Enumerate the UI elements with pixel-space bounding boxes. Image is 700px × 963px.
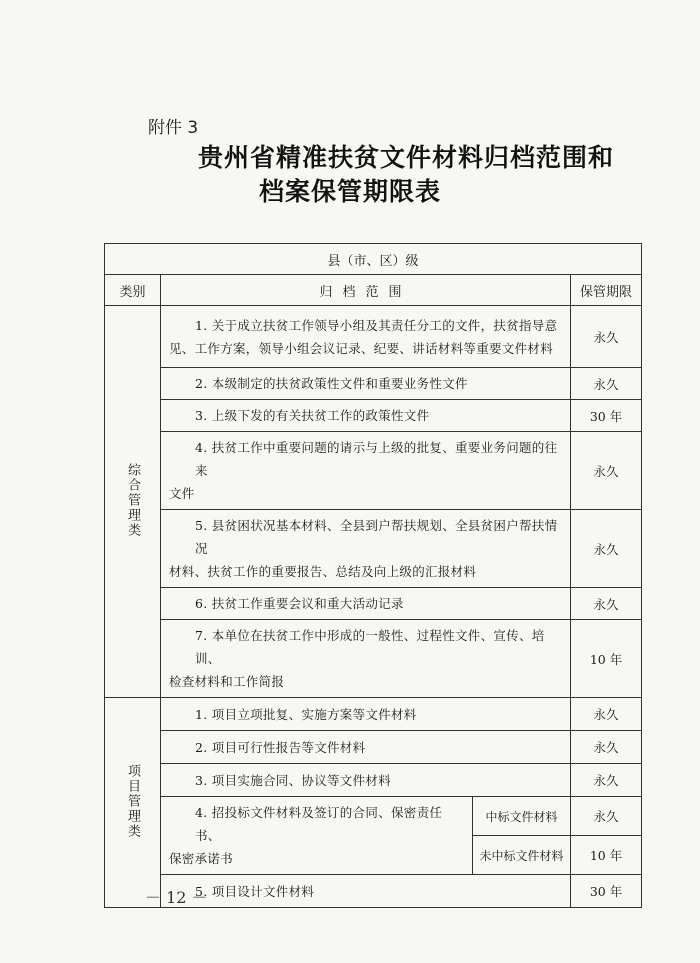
scope-text-cont: 检查材料和工作简报 xyxy=(169,674,285,689)
scope-cell xyxy=(161,368,571,400)
period-cell: 10 年 xyxy=(571,836,642,875)
scope-text-cont: 材料、扶贫工作的重要报告、总结及向上级的汇报材料 xyxy=(169,564,477,579)
scope-cell xyxy=(161,400,571,432)
page-number: － 12 － xyxy=(145,888,208,907)
scope-text: 1. 项目立项批复、实施方案等文件材料 xyxy=(195,706,417,722)
period-cell: 永久 xyxy=(571,698,642,731)
document-title-line1: 贵州省精准扶贫文件材料归档范围和 xyxy=(197,143,614,172)
scope-text: 3. 上级下发的有关扶贫工作的政策性文件 xyxy=(195,408,430,423)
period-cell: 永久 xyxy=(571,510,642,588)
table-row xyxy=(105,510,642,588)
table-row xyxy=(105,698,642,731)
scope-text-cont: 保密承诺书 xyxy=(169,851,234,866)
period-cell: 30 年 xyxy=(571,875,642,908)
period-cell: 永久 xyxy=(571,588,642,620)
period-header: 保管期限 xyxy=(571,275,642,306)
table-row xyxy=(105,400,642,432)
table-row xyxy=(105,764,642,797)
category-cell xyxy=(105,306,161,698)
scope-cell xyxy=(161,875,571,908)
table-row xyxy=(105,620,642,698)
scope-cell xyxy=(161,797,473,875)
scope-text: 2. 项目可行性报告等文件材料 xyxy=(195,739,366,755)
period-cell: 永久 xyxy=(571,797,642,836)
table-row xyxy=(105,432,642,510)
archive-table xyxy=(104,243,642,908)
scope-cell xyxy=(161,588,571,620)
scope-cell xyxy=(161,306,571,368)
table-row xyxy=(105,797,642,836)
category-label: 项目管理类 xyxy=(125,763,140,839)
scope-text: 5. 项目设计文件材料 xyxy=(195,883,315,899)
table-row xyxy=(105,731,642,764)
level-header: 县（市、区）级 xyxy=(105,244,642,275)
document-title-line2: 档案保管期限表 xyxy=(258,177,441,206)
category-cell xyxy=(105,698,161,908)
scope-text: 4. 招投标文件材料及签订的合同、保密责任书、 xyxy=(195,805,443,843)
category-label: 综合管理类 xyxy=(125,462,140,538)
period-cell: 10 年 xyxy=(571,620,642,698)
scope-text: 6. 扶贫工作重要会议和重大活动记录 xyxy=(195,596,404,611)
scope-header: 归档范围 xyxy=(161,275,571,306)
table-row xyxy=(105,306,642,368)
level-row xyxy=(105,244,642,275)
category-header: 类别 xyxy=(105,275,161,306)
attachment-label: 附件 3 xyxy=(148,118,199,138)
scope-text: 4. 扶贫工作中重要问题的请示与上级的批复、重要业务问题的往来 xyxy=(195,440,558,478)
scope-cell xyxy=(161,432,571,510)
scope-text-cont: 文件 xyxy=(169,486,195,501)
period-cell: 30 年 xyxy=(571,400,642,432)
period-cell: 永久 xyxy=(571,731,642,764)
scope-text-cont: 见、工作方案，领导小组会议记录、纪要、讲话材料等重要文件材料 xyxy=(169,340,554,356)
period-cell: 永久 xyxy=(571,764,642,797)
sub-category-cell: 中标文件材料 xyxy=(473,797,571,836)
scope-cell xyxy=(161,620,571,698)
header-row xyxy=(105,275,642,306)
scope-cell xyxy=(161,698,571,731)
scope-cell xyxy=(161,764,571,797)
scope-text: 7. 本单位在扶贫工作中形成的一般性、过程性文件、宣传、培训、 xyxy=(195,628,545,666)
table-row xyxy=(105,588,642,620)
period-cell: 永久 xyxy=(571,306,642,368)
scope-text: 3. 项目实施合同、协议等文件材料 xyxy=(195,772,392,788)
period-cell: 永久 xyxy=(571,368,642,400)
table-row xyxy=(105,368,642,400)
sub-category-cell: 未中标文件材料 xyxy=(473,836,571,875)
scope-cell xyxy=(161,731,571,764)
scope-cell xyxy=(161,510,571,588)
scope-text: 1. 关于成立扶贫工作领导小组及其责任分工的文件，扶贫指导意 xyxy=(195,317,558,333)
scope-text: 2. 本级制定的扶贫政策性文件和重要业务性文件 xyxy=(195,376,468,391)
scope-text: 5. 县贫困状况基本材料、全县到户帮扶规划、全县贫困户帮扶情况 xyxy=(195,518,558,556)
period-cell: 永久 xyxy=(571,432,642,510)
